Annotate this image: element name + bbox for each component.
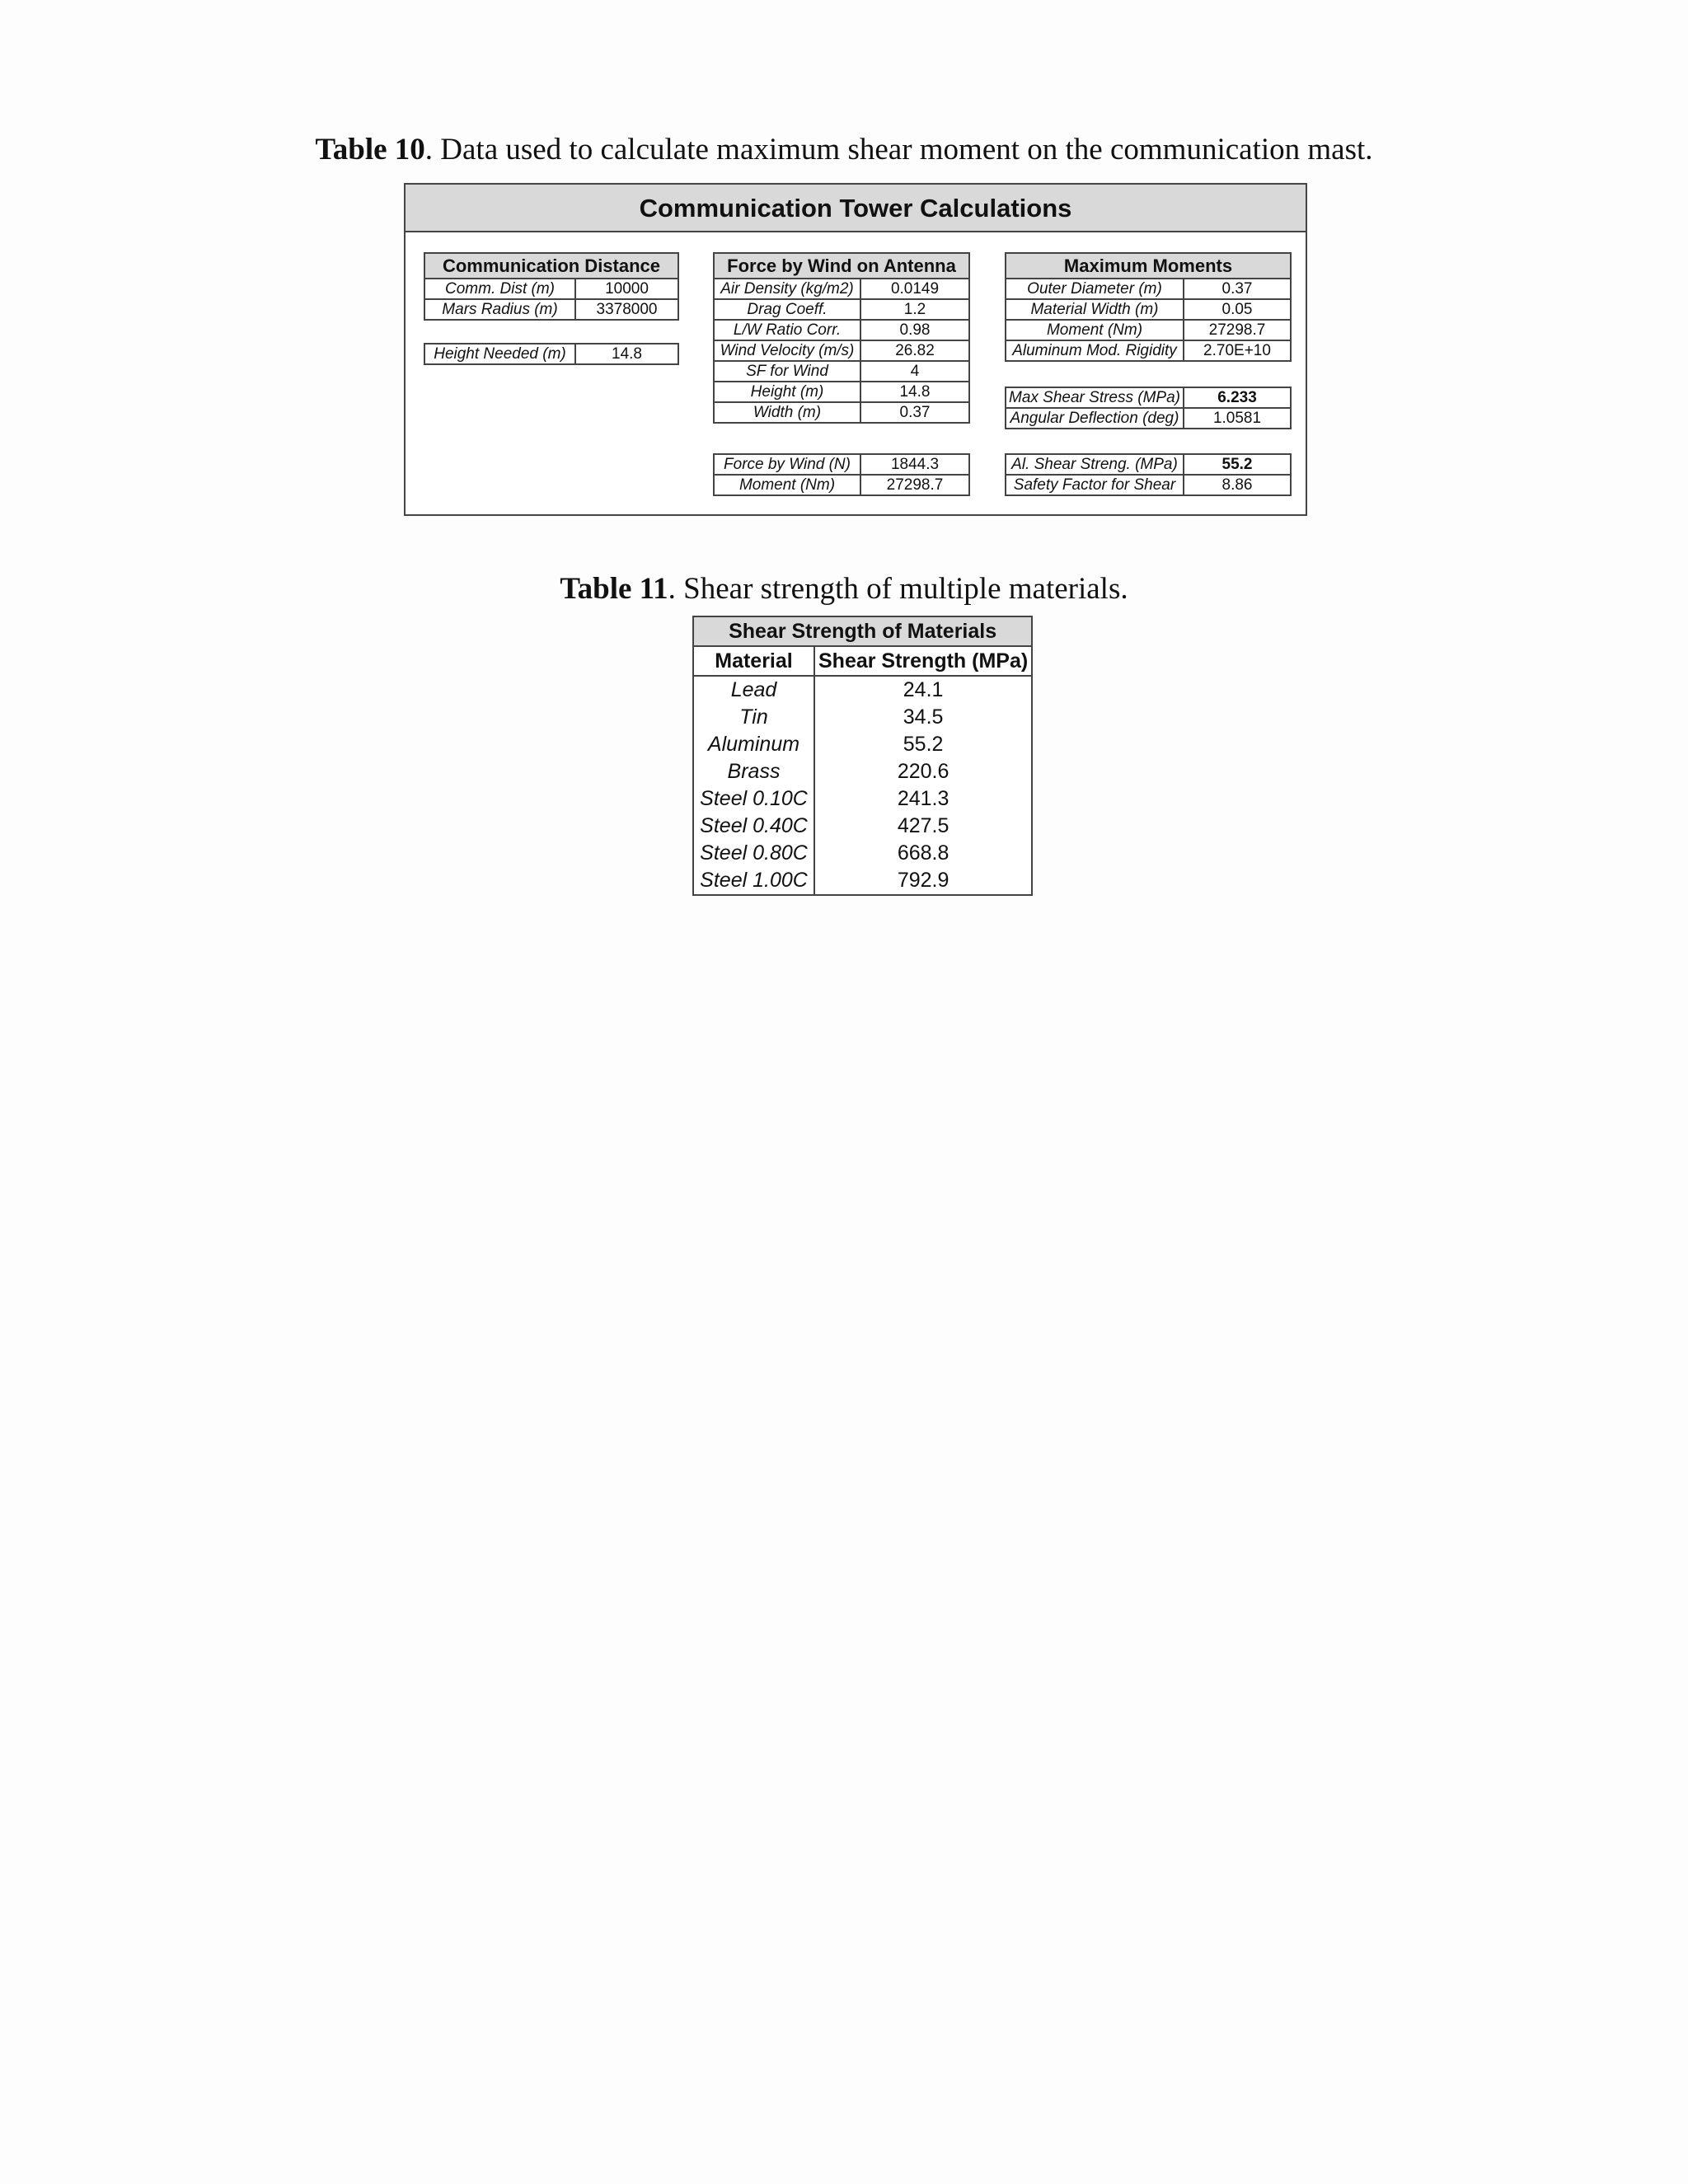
row-label: Safety Factor for Shear bbox=[1006, 475, 1184, 495]
table-row bbox=[714, 475, 969, 495]
table-row bbox=[693, 867, 1032, 895]
table-row bbox=[1006, 475, 1291, 495]
table10-caption-label: Table 10 bbox=[315, 133, 425, 166]
table-row bbox=[693, 731, 1032, 758]
row-value: 0.37 bbox=[1184, 279, 1291, 299]
table-row bbox=[714, 340, 969, 361]
wind-force-header: Force by Wind on Antenna bbox=[714, 253, 969, 279]
table-row bbox=[1006, 387, 1291, 408]
stress-block bbox=[1005, 387, 1292, 429]
row-label: Mars Radius (m) bbox=[424, 299, 575, 320]
table11-caption bbox=[0, 571, 1688, 607]
material-cell: Steel 0.40C bbox=[693, 813, 814, 840]
max-moments-header: Maximum Moments bbox=[1006, 253, 1291, 279]
value-cell: 427.5 bbox=[814, 813, 1032, 840]
row-label: Wind Velocity (m/s) bbox=[714, 340, 860, 361]
row-value: 2.70E+10 bbox=[1184, 340, 1291, 361]
row-label: Angular Deflection (deg) bbox=[1006, 408, 1184, 429]
row-label: Aluminum Mod. Rigidity bbox=[1006, 340, 1184, 361]
row-value: 4 bbox=[860, 361, 969, 382]
row-label: Air Density (kg/m2) bbox=[714, 279, 860, 299]
row-value: 0.98 bbox=[860, 320, 969, 340]
material-cell: Steel 0.80C bbox=[693, 840, 814, 867]
row-label: Height (m) bbox=[714, 382, 860, 402]
communication-tower-table bbox=[404, 183, 1307, 516]
table-row bbox=[1006, 320, 1291, 340]
row-value: 0.0149 bbox=[860, 279, 969, 299]
row-value: 1.2 bbox=[860, 299, 969, 320]
comm-distance-header: Communication Distance bbox=[424, 253, 678, 279]
table-row bbox=[714, 454, 969, 475]
value-cell: 24.1 bbox=[814, 676, 1032, 704]
row-value: 14.8 bbox=[860, 382, 969, 402]
material-cell: Steel 0.10C bbox=[693, 785, 814, 813]
table-row bbox=[1006, 299, 1291, 320]
row-label: Height Needed (m) bbox=[424, 344, 575, 364]
material-cell: Steel 1.00C bbox=[693, 867, 814, 895]
row-label: Drag Coeff. bbox=[714, 299, 860, 320]
tower-title: Communication Tower Calculations bbox=[406, 185, 1306, 232]
row-value: 3378000 bbox=[575, 299, 678, 320]
row-label: SF for Wind bbox=[714, 361, 860, 382]
column-header-material: Material bbox=[693, 646, 814, 676]
table-row bbox=[714, 279, 969, 299]
value-cell: 55.2 bbox=[814, 731, 1032, 758]
material-cell: Aluminum bbox=[693, 731, 814, 758]
row-value: 1844.3 bbox=[860, 454, 969, 475]
table10-caption bbox=[0, 132, 1688, 167]
table-row bbox=[693, 785, 1032, 813]
wind-force-block bbox=[713, 252, 970, 424]
row-value: 26.82 bbox=[860, 340, 969, 361]
table-row bbox=[1006, 279, 1291, 299]
row-label: Moment (Nm) bbox=[1006, 320, 1184, 340]
row-value: 55.2 bbox=[1184, 454, 1291, 475]
row-value: 10000 bbox=[575, 279, 678, 299]
row-label: Moment (Nm) bbox=[714, 475, 860, 495]
row-label: Outer Diameter (m) bbox=[1006, 279, 1184, 299]
row-value: 0.37 bbox=[860, 402, 969, 423]
row-label: Al. Shear Streng. (MPa) bbox=[1006, 454, 1184, 475]
wind-results-block bbox=[713, 453, 970, 496]
row-value: 14.8 bbox=[575, 344, 678, 364]
row-label: Max Shear Stress (MPa) bbox=[1006, 387, 1184, 408]
table10-caption-text: . Data used to calculate maximum shear moment on the communication mast. bbox=[424, 133, 1373, 166]
value-cell: 34.5 bbox=[814, 704, 1032, 731]
row-value: 27298.7 bbox=[1184, 320, 1291, 340]
comm-distance-block bbox=[424, 252, 679, 321]
table-row bbox=[693, 758, 1032, 785]
row-label: Material Width (m) bbox=[1006, 299, 1184, 320]
table-row bbox=[1006, 454, 1291, 475]
column-header-shear-strength: Shear Strength (MPa) bbox=[814, 646, 1032, 676]
row-value: 27298.7 bbox=[860, 475, 969, 495]
material-cell: Brass bbox=[693, 758, 814, 785]
value-cell: 792.9 bbox=[814, 867, 1032, 895]
row-value: 8.86 bbox=[1184, 475, 1291, 495]
table-row bbox=[424, 279, 678, 299]
table-row bbox=[714, 382, 969, 402]
row-label: Force by Wind (N) bbox=[714, 454, 860, 475]
material-cell: Lead bbox=[693, 676, 814, 704]
safety-block bbox=[1005, 453, 1292, 496]
table-row bbox=[714, 320, 969, 340]
value-cell: 241.3 bbox=[814, 785, 1032, 813]
table-row bbox=[714, 299, 969, 320]
row-label: Comm. Dist (m) bbox=[424, 279, 575, 299]
table11-caption-text: . Shear strength of multiple materials. bbox=[668, 572, 1128, 606]
shear-strength-table bbox=[692, 616, 1033, 896]
table11-caption-label: Table 11 bbox=[560, 572, 668, 606]
table-row bbox=[714, 361, 969, 382]
table-row bbox=[1006, 408, 1291, 429]
shear-table-title: Shear Strength of Materials bbox=[693, 616, 1032, 646]
max-moments-block bbox=[1005, 252, 1292, 362]
table-row bbox=[424, 299, 678, 320]
row-label: Width (m) bbox=[714, 402, 860, 423]
row-value: 0.05 bbox=[1184, 299, 1291, 320]
table-row bbox=[693, 840, 1032, 867]
row-label: L/W Ratio Corr. bbox=[714, 320, 860, 340]
material-cell: Tin bbox=[693, 704, 814, 731]
table-row bbox=[424, 344, 678, 364]
value-cell: 668.8 bbox=[814, 840, 1032, 867]
table-row bbox=[693, 704, 1032, 731]
table-row bbox=[1006, 340, 1291, 361]
table-row bbox=[693, 676, 1032, 704]
table-row bbox=[693, 813, 1032, 840]
height-needed-block bbox=[424, 343, 679, 365]
row-value: 6.233 bbox=[1184, 387, 1291, 408]
value-cell: 220.6 bbox=[814, 758, 1032, 785]
table-row bbox=[714, 402, 969, 423]
row-value: 1.0581 bbox=[1184, 408, 1291, 429]
